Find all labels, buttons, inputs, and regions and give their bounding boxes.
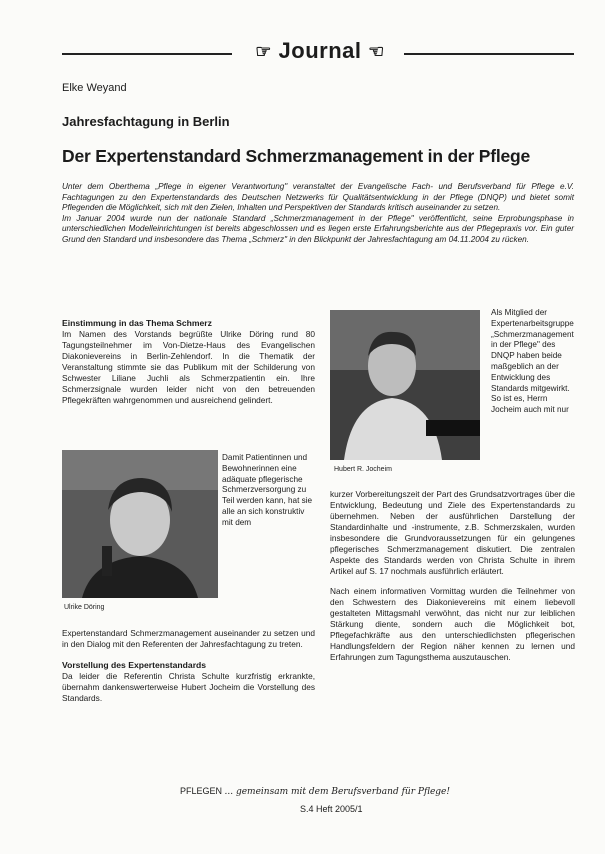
journal-title: Journal: [278, 38, 362, 63]
text-beside-photo-right: Als Mitglied der Expertenarbeitsgruppe „Schmerzmanagement in der Pflege" des DNQP haben beide maßgeblich an der Entwicklung des Standards mitgewirkt. So ist es, Herrn Jocheim auch mit nur: [491, 308, 574, 415]
text-beside-photo-left: Damit Patientinnen und Bewohnerinnen eine adäquate pflegerische Schmerzversorgung zu Teil werden kann, hat sie alle an sich konstruktiv mit dem: [222, 453, 313, 527]
kicker: Jahresfachtagung in Berlin: [62, 114, 230, 129]
photo-ulrike-doering: [62, 450, 218, 598]
intro-paragraph: Unter dem Oberthema „Pflege in eigener Verantwortung" veranstaltet der Evangelische Fach- und Berufsverband für Pflege e.V. Fachtagungen zu den Expertenstandards des Deutschen Netzwerks für Qualitätsentwicklung in der Pflege (DNQP) und bietet somit Pflegenden die Möglichkeit, sich mit den Zielen, Inhalten und Perspektiven der Standards kritisch auseinander zu setzen.: [62, 182, 574, 213]
intro-paragraph: Im Januar 2004 wurde nun der nationale Standard „Schmerzmanagement in der Pflege" veröffentlicht, seine Erprobungsphase in unterschiedlichen Modelleinrichtungen ist bereits abgeschlossen und es liegen erste Erfahrungsberichte aus der Pflegepraxis vor. Ein guter Grund den Standard und insbesondere das Thema „Schmerz" in den Blickpunkt der Jahresfachtagung am 04.11.2004 zu rücken.: [62, 213, 574, 244]
article-paragraph: Expertenstandard Schmerzmanagement auseinander zu setzen und in den Dialog mit den Referenten der Jahresfachtagung zu treten.: [62, 628, 315, 649]
right-column-body: [330, 489, 575, 663]
article-paragraph: Im Namen des Vorstands begrüßte Ulrike Döring rund 80 Tagungsteilnehmer im Von-Dietze-Haus des Evangelischen Diakonievereins in Berlin-Zehlendorf. In die Thematik der Veranstaltung stimmte sie das Publikum mit der Schilderung von Schwester Liliane Juchli als Schmerzpatientin ein. Ihre Schmerzsignale wurden leider nicht von den betreuenden Pflegekräften wahrgenommen und ausreichend gelindert.: [62, 329, 315, 405]
author-name: Elke Weyand: [62, 82, 127, 94]
pointing-hand-icon: ☞: [255, 41, 272, 62]
headline: Der Expertenstandard Schmerzmanagement in der Pflege: [62, 146, 531, 166]
pointing-hand-icon: ☜: [368, 41, 385, 62]
portrait-image: [62, 450, 218, 598]
portrait-image: [330, 310, 480, 460]
left-column-bottom: [62, 628, 315, 704]
article-paragraph: Da leider die Referentin Christa Schulte kurzfristig erkrankte, übernahm dankenswerterweise Hubert Jocheim die Vorstellung des Standards.: [62, 671, 315, 703]
footer-page-ref: S.4 Heft 2005/1: [300, 804, 363, 814]
section-heading: Vorstellung des Expertenstandards: [62, 660, 207, 670]
section-heading: Einstimmung in das Thema Schmerz: [62, 318, 212, 328]
intro-text: [62, 182, 574, 246]
journal-header: [240, 38, 400, 64]
header-rule-left: [62, 53, 232, 55]
article-paragraph: kurzer Vorbereitungszeit der Part des Grundsatzvortrages über die Entwicklung, Bedeutung und Ziele des Expertenstandards zu übernehmen. Neben der ausführlichen Darstellung der Standardinhalte und -instrumente, z.B. Schmerzskalen, wurden insbesondere die Grundvoraussetzungen für ein gelungenes pflegerisches Schmerzmanagement diskutiert. Die zentralen Aspekte des Standards werden von Christa Schulte in ihrem Artikel auf S. 17 nochmals ausführlich erläutert.: [330, 489, 575, 576]
article-paragraph: Nach einem informativen Vormittag wurden die Teilnehmer von den Schwestern des Diakonievereins mit einem liebevoll gestalteten Mittagsmahl verwöhnt, das nicht nur zur leiblichen Stärkung diente, sondern auch die Möglichkeit bot, Pflegefachkräfte aus den unterschiedlichsten pflegerischen Handlungsfeldern der Region näher kennen zu lernen und Erfahrungen zum Tagungsthema auszutauschen.: [330, 586, 575, 662]
footer-slogan: [180, 786, 510, 797]
header-rule-right: [404, 53, 574, 55]
left-column-top: [62, 318, 315, 406]
photo-caption: Hubert R. Jocheim: [334, 466, 392, 473]
footer-tagline: ... gemeinsam mit dem Berufsverband für Pflege!: [224, 787, 450, 797]
photo-caption: Ulrike Döring: [64, 604, 105, 611]
footer-brand: PFLEGEN: [180, 786, 223, 796]
photo-hubert-jocheim: [330, 310, 480, 460]
